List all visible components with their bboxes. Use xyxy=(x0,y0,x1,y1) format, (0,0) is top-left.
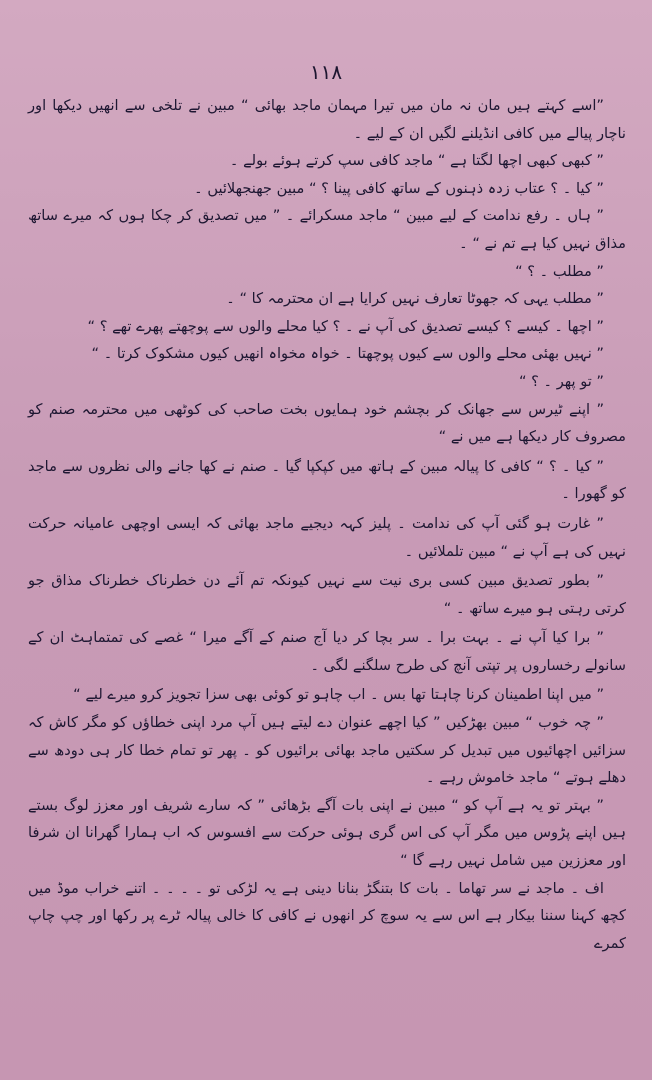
paragraph: اف ۔ ماجد نے سر تھاما ۔ بات کا بتنگڑ بنانا دینی ہے یہ لڑکی تو ۔ ۔ ۔ ۔ اتنے خراب موڈ میں کچھ کہنا سننا بیکار ہے اس سے یہ سوچ کر انھوں نے کافی کا خالی پیالہ ٹرے پر رکھا اور چپ چاپ کمرے xyxy=(28,879,626,952)
paragraph: ” بطور تصدیق مبین کسی بری نیت سے نہیں کیونکہ تم آئے دن خطرناک خطرناک مذاق جو کرتی رہتی ہو میرے ساتھ ۔ “ xyxy=(28,572,626,617)
paragraph: ”اسے کہتے ہیں مان نہ مان میں تیرا مہمان ماجد بھائی “ مبین نے تلخی سے انھیں دیکھا اور ناچار پیالے میں کافی انڈیلنے لگیں ان کے لیے ۔ xyxy=(28,97,626,142)
paragraph: ” مطلب یہی کہ جھوٹا تعارف نہیں کرایا ہے ان محترمہ کا “ ۔ xyxy=(226,290,604,308)
paragraph: ” نہیں بھئی محلے والوں سے کیوں پوچھتا ۔ خواہ مخواہ انھیں کیوں مشکوک کرتا ۔ “ xyxy=(91,345,604,363)
paragraph: ” تو پھر ۔ ؟ “ xyxy=(518,372,604,390)
paragraph: ” بہتر تو یہ ہے آپ کو “ مبین نے اپنی بات آگے بڑھائی ” کہ سارے شریف اور معزز لوگ بستے ہیں اپنے پڑوس میں مگر آپ کی اس گری ہوئی حرکت سے افسوس کہ اب ہمارا گھرانا ان شرفا اور معززین میں شامل نہیں رہے گا “ xyxy=(28,796,626,870)
paragraph: ” میں اپنا اطمینان کرنا چاہتا تھا بس ۔ اب چاہو تو کوئی بھی سزا تجویز کرو میرے لیے “ xyxy=(73,686,604,704)
page-number: ١١٨ xyxy=(309,60,343,84)
paragraph: ” ہاں ۔ رفع ندامت کے لیے مبین “ ماجد مسکرائے ۔ ” میں تصدیق کر چکا ہوں کہ میرے ساتھ مذاق نہیں کیا ہے تم نے “ ۔ xyxy=(28,207,626,252)
paragraph: ” اچھا ۔ کیسے ؟ کیسے تصدیق کی آپ نے ۔ ؟ کیا محلے والوں سے پوچھتے پھرے تھے ؟ “ xyxy=(87,317,604,335)
paragraph: ” کبھی کبھی اچھا لگتا ہے “ ماجد کافی سپ کرتے ہوئے بولے ۔ xyxy=(229,152,604,170)
paragraph: ” مطلب ۔ ؟ “ xyxy=(515,262,604,280)
paragraph: ” غارت ہو گئی آپ کی ندامت ۔ پلیز کہہ دیجیے ماجد بھائی کہ ایسی اوچھی عامیانہ حرکت نہیں کی ہے آپ نے “ مبین تلملائیں ۔ xyxy=(28,514,626,560)
paragraph: ” کیا ۔ ؟ “ کافی کا پیالہ مبین کے ہاتھ میں کپکپا گیا ۔ صنم نے کھا جانے والی نظروں سے ماجد کو گھورا ۔ xyxy=(28,457,626,503)
paragraph: ” برا کیا آپ نے ۔ بہت برا ۔ سر بچا کر دیا آج صنم کے آگے میرا “ غصے کی تمتماہٹ ان کے سانولے رخساروں پر تپتی آنچ کی طرح سلگنے لگی ۔ xyxy=(28,629,626,674)
paragraph: ” اپنے ٹیرس سے جھانک کر بچشم خود ہمایوں بخت صاحب کی کوٹھی میں محترمہ صنم کو مصروف کار دیکھا ہے میں نے “ xyxy=(28,400,626,446)
paragraph: ” چہ خوب “ مبین بھڑکیں ” کیا اچھے عنوان دے لیتے ہیں آپ مرد اپنی خطاؤں کو مگر کاش کہ سزائیں اچھائیوں میں تبدیل کر سکتیں ماجد بھائی برائیوں کو ۔ پھر تو تمام خطا کار ہی دودھ سے دھلے ہوتے “ ماجد خاموش رہے ۔ xyxy=(28,714,626,787)
paragraph: ” کیا ۔ ؟ عتاب زدہ ذہنوں کے ساتھ کافی پینا ؟ “ مبین جھنجھلائیں ۔ xyxy=(194,179,604,197)
body-text xyxy=(28,92,626,957)
